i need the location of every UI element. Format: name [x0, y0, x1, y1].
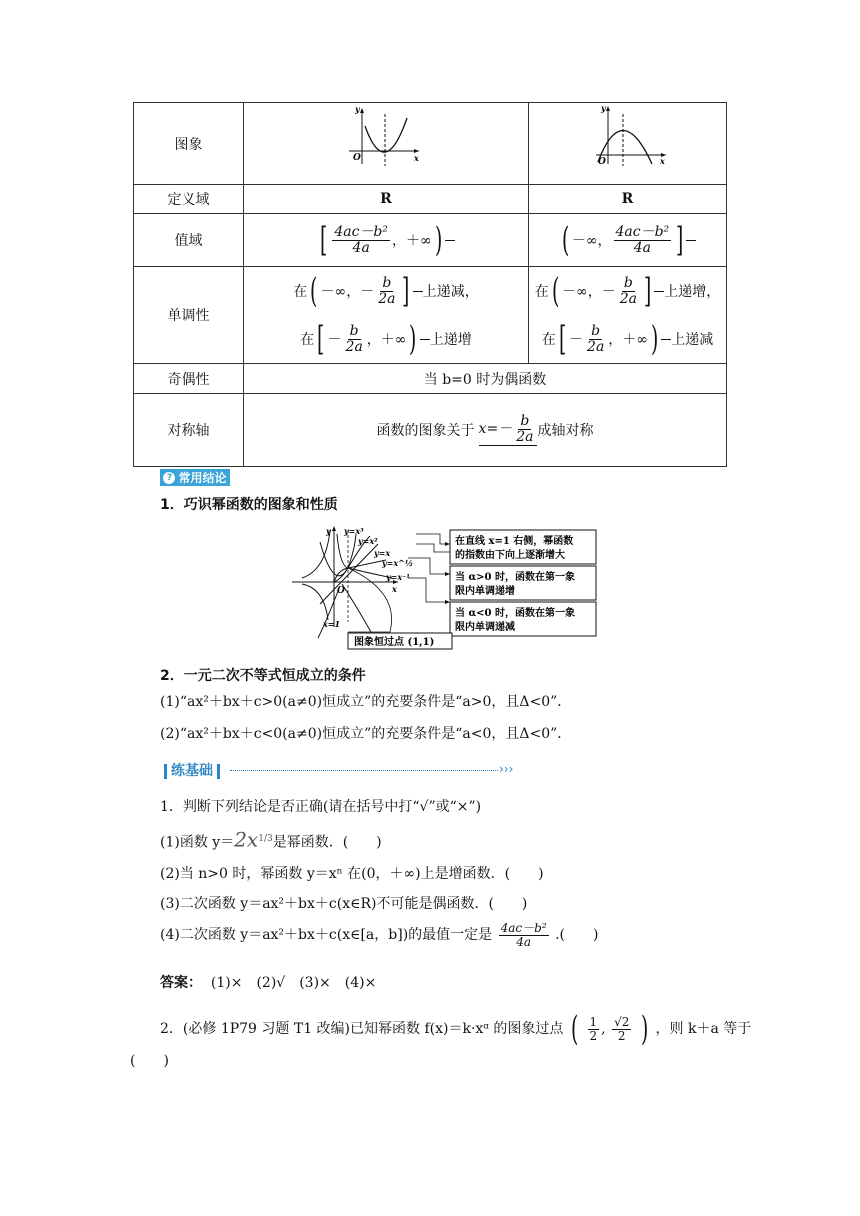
- range-value-2: ( －∞， $\frac{\text{4ac－b²}}{4a}$ ]: [529, 214, 726, 266]
- row-label-monotonicity: 单调性: [167, 308, 210, 324]
- svg-text:y: y: [326, 526, 331, 536]
- mono-2-increasing: 在 ( －∞，－ $\frac{b}{2a}$ ] 上递增，: [534, 271, 721, 311]
- downward-parabola-graph: [592, 102, 672, 168]
- row-label-parity: 奇偶性: [167, 371, 210, 388]
- question-1-4: (4)二次函数 y＝ax²＋bx＋c(x∈[a，b])的最值一定是 $\frac{\text{4ac－b²}}{4a}$ .( ): [160, 921, 599, 949]
- question-1-2: (2)当 n>0 时，幂函数 y＝xⁿ 在(0，＋∞)上是增函数．( ): [160, 866, 544, 882]
- parity-value: 当 b=0 时为偶函数: [423, 371, 547, 388]
- range-value-1: [ $\frac{\text{4ac－b²}}{4a}$ ，＋∞ ): [244, 214, 528, 266]
- practice-basics-header: 练基础: [160, 760, 224, 778]
- question-1-3: (3)二次函数 y＝ax²＋bx＋c(x∈R)不可能是偶函数．( ): [160, 896, 528, 912]
- chevrons-icon: ›››: [499, 762, 514, 776]
- mono-1-increasing: 在 [ － $\frac{b}{2a}$ ，＋∞ ) 上递增: [300, 319, 472, 359]
- axis-value: 函数的图象关于 x=－ $\frac{b}{2a}$ 成轴对称: [376, 413, 594, 445]
- svg-text:限内单调递减: 限内单调递减: [455, 622, 515, 633]
- condition-2: (2)“ax²＋bx＋c<0(a≠0)恒成立”的充要条件是“a<0，且Δ<0”．: [160, 726, 572, 742]
- row-label-range: 值域: [174, 233, 203, 249]
- svg-text:当 α<0 时，函数在第一象: 当 α<0 时，函数在第一象: [455, 608, 575, 619]
- svg-text:的指数由下向上逐渐增大: 的指数由下向上逐渐增大: [455, 550, 565, 561]
- row-label-graph: 图象: [174, 136, 203, 153]
- question-2: 2．(必修 1P79 习题 T1 改编)已知幂函数 f(x)＝k·xᵅ 的图象过点 ( $\frac{1}{2}$ , $\frac{√2}{2}$ ) ，则 k＋a 等于: [160, 1009, 752, 1049]
- svg-text:x=1: x=1: [323, 619, 341, 629]
- condition-1: (1)“ax²＋bx＋c>0(a≠0)恒成立”的充要条件是“a>0，且Δ<0”．: [160, 694, 572, 710]
- svg-text:在直线 x=1 右侧，幂函数: 在直线 x=1 右侧，幂函数: [455, 536, 574, 547]
- common-conclusion-badge: ? 常用结论: [160, 469, 230, 486]
- domain-value-2: R: [621, 191, 634, 207]
- section-2-heading: 2．一元二次不等式恒成立的条件: [160, 668, 366, 684]
- row-label-axis: 对称轴: [167, 423, 210, 439]
- row-label-domain: 定义域: [167, 192, 210, 208]
- y-axis-label: y: [601, 103, 606, 113]
- origin-label: O: [598, 157, 606, 167]
- svg-text:y=x⁻¹: y=x⁻¹: [386, 572, 410, 582]
- question-1-1: (1)函数 $y=2x^{1/3}$是幂函数．( ): [160, 827, 382, 852]
- svg-text:y=x²: y=x²: [358, 536, 378, 546]
- x-axis-label: x: [660, 156, 665, 166]
- dotted-divider: [230, 770, 498, 771]
- upward-parabola-graph: [345, 104, 425, 166]
- y-axis-label: y: [355, 104, 360, 114]
- svg-text:当 α>0 时，函数在第一象: 当 α>0 时，函数在第一象: [455, 572, 575, 583]
- svg-text:y=x: y=x: [374, 548, 391, 558]
- svg-text:图象恒过点 (1,1): 图象恒过点 (1,1): [354, 637, 435, 648]
- domain-value-1: R: [380, 191, 392, 207]
- svg-text:x: x: [392, 584, 397, 594]
- svg-text:O: O: [337, 586, 345, 596]
- mono-2-decreasing: 在 [ － $\frac{b}{2a}$ ，＋∞ ) 上递减: [541, 319, 714, 359]
- power-function-figure: [290, 522, 600, 650]
- section-1-heading: 1．巧识幂函数的图象和性质: [160, 497, 338, 513]
- mono-1-decreasing: 在 ( －∞，－ $\frac{b}{2a}$ ] 上递减，: [293, 271, 479, 311]
- svg-text:y=x^½: y=x^½: [382, 558, 414, 568]
- x-axis-label: x: [414, 153, 419, 163]
- question-2-blank: ( ): [130, 1053, 169, 1069]
- answer-line: 答案： (1)× (2)√ (3)× (4)×: [160, 975, 377, 991]
- svg-text:限内单调递增: 限内单调递增: [455, 586, 515, 597]
- question-icon: ?: [163, 472, 175, 484]
- svg-text:y=x³: y=x³: [344, 526, 364, 536]
- question-1: 1．判断下列结论是否正确(请在括号中打“√”或“×”): [160, 799, 482, 815]
- origin-label: O: [353, 153, 361, 163]
